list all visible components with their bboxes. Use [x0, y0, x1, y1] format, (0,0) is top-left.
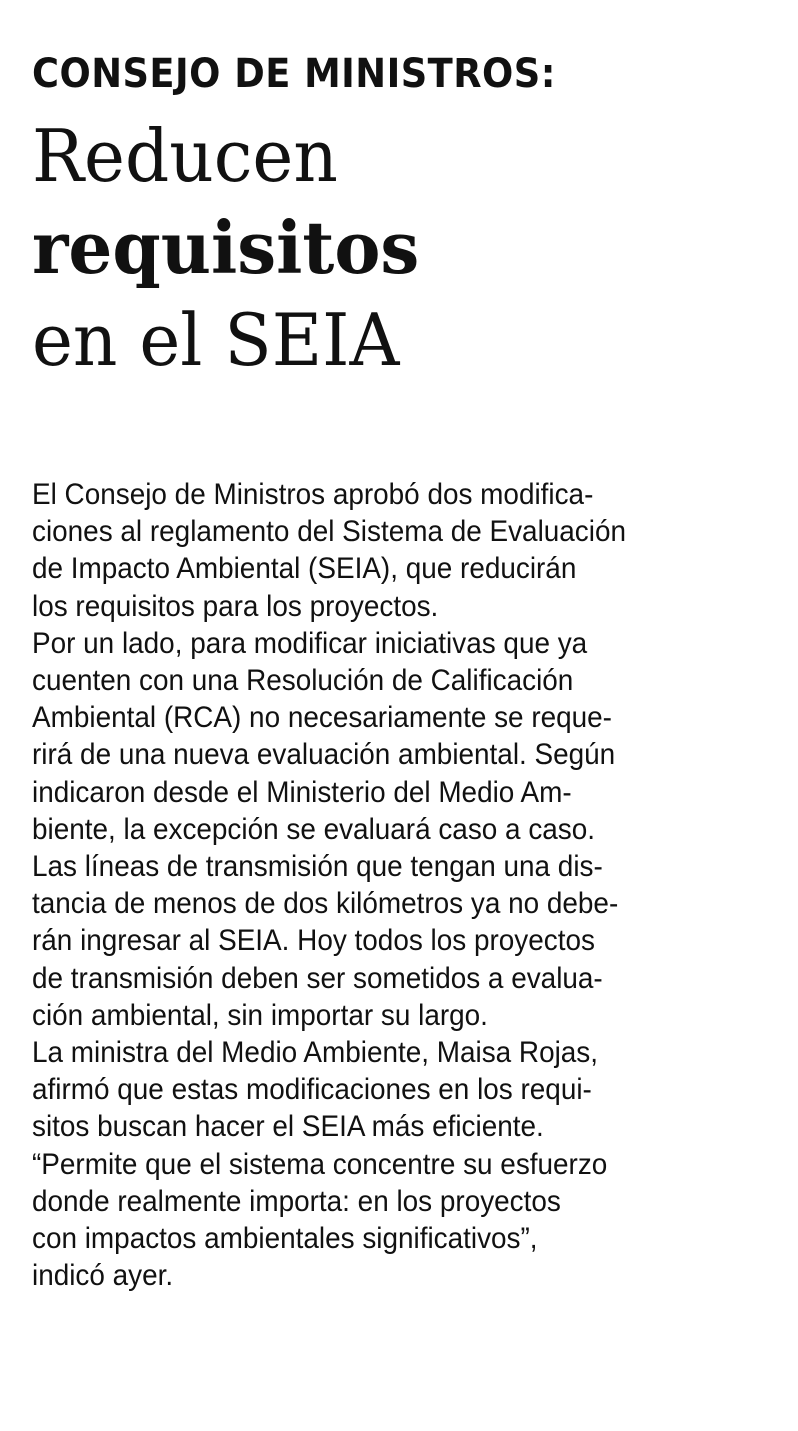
kicker: CONSEJO DE MINISTROS:: [32, 51, 556, 97]
body-line: Ambiental (RCA) no necesariamente se reque-: [32, 701, 612, 735]
headline-line-1: Reducen: [32, 114, 338, 198]
body-line: cuenten con una Resolución de Calificación: [32, 664, 574, 698]
body-line: ciones al reglamento del Sistema de Evaluación: [32, 515, 626, 549]
body-line: rán ingresar al SEIA. Hoy todos los proyectos: [32, 924, 595, 958]
body-line: indicaron desde el Ministerio del Medio Am-: [32, 775, 572, 809]
article: [32, 44, 772, 1293]
body-line: donde realmente importa: en los proyectos: [32, 1184, 561, 1218]
body-line: los requisitos para los proyectos.: [32, 589, 439, 623]
body-line: afirmó que estas modificaciones en los requi-: [32, 1073, 592, 1107]
body-line: de transmisión deben ser sometidos a evalua-: [32, 961, 603, 995]
body-line: biente, la excepción se evaluará caso a caso.: [32, 812, 596, 846]
article-body: [32, 476, 772, 1294]
body-line: de Impacto Ambiental (SEIA), que reducirán: [32, 552, 577, 586]
body-line: Por un lado, para modificar iniciativas que ya: [32, 626, 588, 660]
body-line: con impactos ambientales significativos”,: [32, 1222, 538, 1256]
headline-line-3: en el SEIA: [32, 298, 400, 382]
headline-line-2: requisitos: [32, 205, 420, 290]
body-line: “Permite que el sistema concentre su esfuerzo: [32, 1147, 608, 1181]
body-line: Las líneas de transmisión que tengan una dis-: [32, 850, 603, 884]
headline: [32, 110, 742, 386]
body-line: El Consejo de Ministros aprobó dos modifica-: [32, 478, 594, 511]
body-line: sitos buscan hacer el SEIA más eficiente.: [32, 1110, 544, 1144]
body-line: tancia de menos de dos kilómetros ya no debe-: [32, 887, 619, 921]
body-line: La ministra del Medio Ambiente, Maisa Rojas,: [32, 1036, 599, 1070]
body-line: ción ambiental, sin importar su largo.: [32, 998, 488, 1032]
body-line: rirá de una nueva evaluación ambiental. Según: [32, 738, 616, 772]
body-line: indicó ayer.: [32, 1259, 174, 1293]
